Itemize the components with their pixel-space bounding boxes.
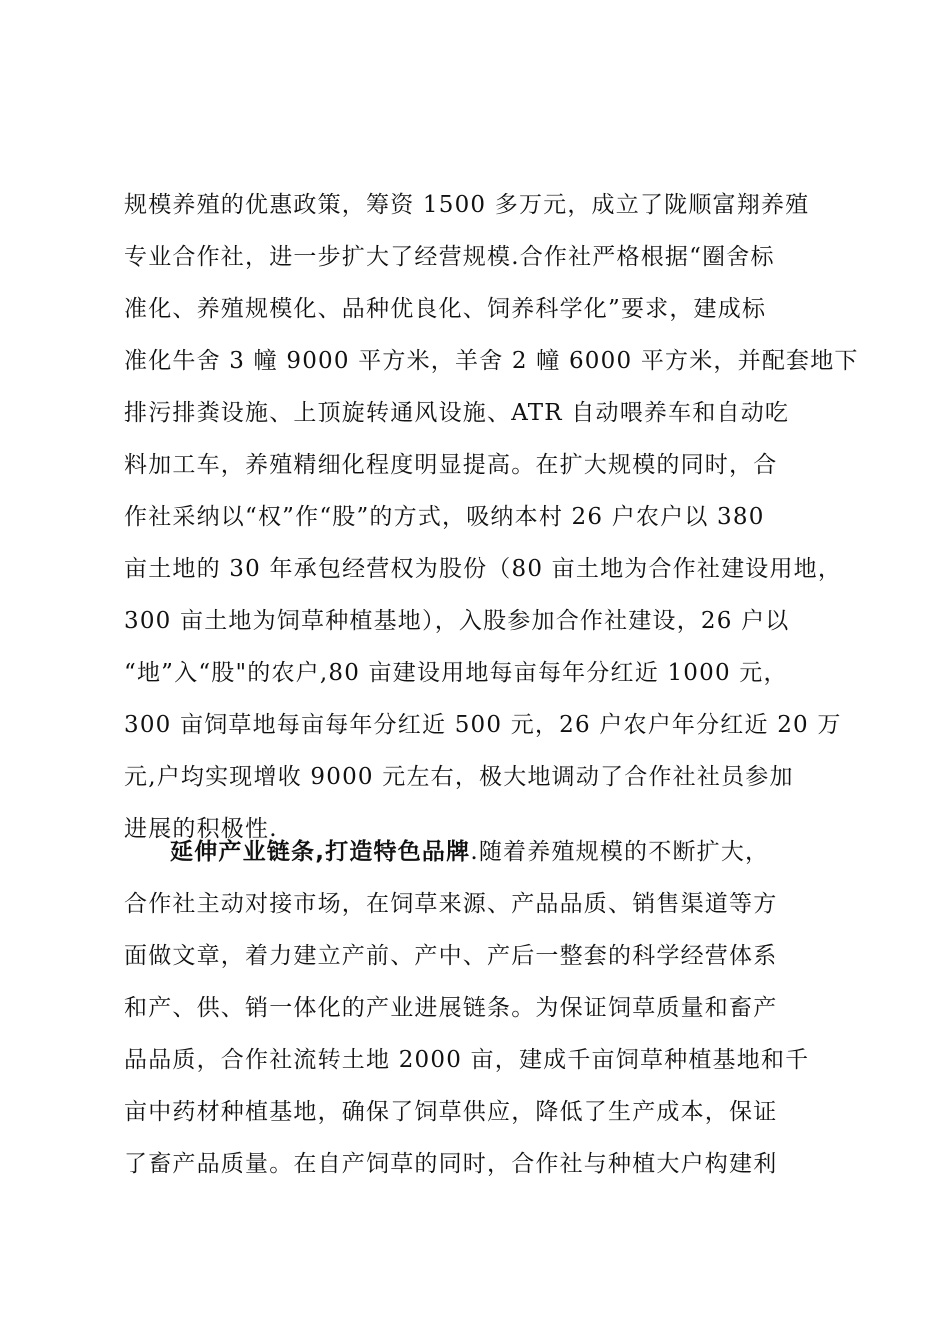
text-line: 合作社主动对接市场，在饲草来源、产品品质、销售渠道等方: [124, 891, 778, 917]
paragraph-industry-chain: [124, 826, 834, 1190]
text-line: 了畜产品质量。在自产饲草的同时，合作社与种植大户构建利: [124, 1151, 778, 1177]
text-line: 300 亩饲草地每亩每年分红近 500 元，26 户农户年分红近 20 万: [124, 712, 842, 738]
text-line: 准化牛舍 3 幢 9000 平方米，羊舍 2 幢 6000 平方米，并配套地下: [124, 348, 859, 374]
text-line: 专业合作社，进一步扩大了经营规模.合作社严格根据“圈舍标: [124, 244, 775, 270]
text-line: 规模养殖的优惠政策，筹资 1500 多万元，成立了陇顺富翔养殖: [124, 192, 810, 218]
text-line: 和产、供、销一体化的产业进展链条。为保证饲草质量和畜产: [124, 995, 778, 1021]
text-line: 准化、养殖规模化、品种优良化、饲养科学化”要求，建成标: [124, 296, 767, 322]
text-line: 面做文章，着力建立产前、产中、产后一整套的科学经营体系: [124, 943, 778, 969]
text-line: 元,户均实现增收 9000 元左右，极大地调动了合作社社员参加: [124, 764, 794, 790]
text-line: “地”入“股"的农户,80 亩建设用地每亩每年分红近 1000 元，: [124, 660, 788, 686]
paragraph-cooperative-expansion: [124, 179, 859, 855]
text-line: 排污排粪设施、上顶旋转通风设施、ATR 自动喂养车和自动吃: [124, 400, 790, 426]
text-line: 300 亩土地为饲草种植基地），入股参加合作社建设，26 户以: [124, 608, 790, 634]
text-line: 亩中药材种植基地，确保了饲草供应，降低了生产成本，保证: [124, 1099, 778, 1125]
text-line: 品品质，合作社流转土地 2000 亩，建成千亩饲草种植基地和千: [124, 1047, 810, 1073]
text-line: 进展的积极性.: [124, 816, 278, 842]
heading-continuation: .随着养殖规模的不断扩大，: [470, 839, 770, 865]
paragraph-first-line: [124, 826, 834, 878]
text-line: 作社采纳以“权”作“股”的方式，吸纳本村 26 户农户以 380: [124, 504, 765, 530]
text-line: 亩土地的 30 年承包经营权为股份（80 亩土地为合作社建设用地，: [124, 556, 843, 582]
text-line: 料加工车，养殖精细化程度明显提高。在扩大规模的同时，合: [124, 452, 778, 478]
paragraph-heading: 延伸产业链条,打造特色品牌: [170, 839, 471, 865]
